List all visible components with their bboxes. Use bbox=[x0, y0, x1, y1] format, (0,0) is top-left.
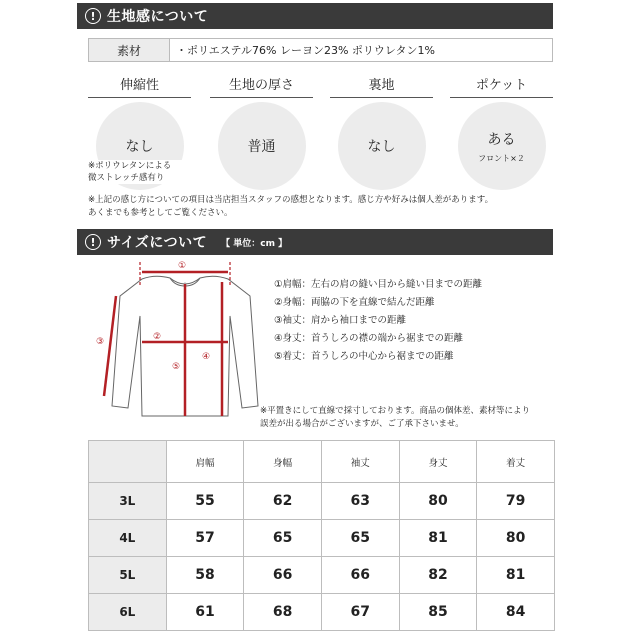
table-cell: 67 bbox=[321, 594, 399, 631]
measure-marker-5: ⑤ bbox=[172, 362, 181, 372]
measure-marker-3: ③ bbox=[96, 337, 105, 347]
property-circle bbox=[218, 102, 306, 190]
table-header-cell: 身丈 bbox=[399, 441, 477, 483]
disclaimer-line: ※上記の感じ方についての項目は当店担当スタッフの感想となります。感じ方や好みは個人差があります。 bbox=[88, 195, 494, 205]
table-cell: 58 bbox=[166, 557, 244, 594]
legend-item: ①肩幅：左右の肩の縫い目から縫い目までの距離 bbox=[274, 279, 483, 290]
property-value: なし bbox=[367, 139, 396, 155]
table-cell: 79 bbox=[477, 483, 555, 520]
table-cell: 65 bbox=[244, 520, 322, 557]
measure-marker-2: ② bbox=[153, 332, 162, 342]
table-header-cell: 着丈 bbox=[477, 441, 555, 483]
table-cell: 61 bbox=[166, 594, 244, 631]
garment-measurement-diagram bbox=[90, 256, 260, 426]
table-cell: 81 bbox=[477, 557, 555, 594]
table-cell: 68 bbox=[244, 594, 322, 631]
measurement-note-line: 誤差が出る場合がございますが、ご了承下さいませ。 bbox=[260, 418, 464, 429]
property-title: ポケット bbox=[450, 76, 553, 98]
table-header-cell: 袖丈 bbox=[321, 441, 399, 483]
measurement-note-line: ※平置きにして直線で採寸しております。商品の個体差、素材等により bbox=[260, 406, 530, 416]
table-row bbox=[89, 483, 555, 520]
fabric-disclaimer bbox=[88, 194, 558, 219]
table-cell: 66 bbox=[244, 557, 322, 594]
legend-item: ⑤着丈：首うしろの中心から裾までの距離 bbox=[274, 351, 454, 362]
measurement-legend bbox=[274, 276, 482, 366]
exclamation-icon: ! bbox=[85, 8, 101, 24]
property-title: 裏地 bbox=[330, 76, 433, 98]
property-thickness bbox=[210, 76, 313, 190]
measurement-note bbox=[260, 405, 560, 430]
property-circle bbox=[338, 102, 426, 190]
legend-item: ④身丈：首うしろの襟の端から裾までの距離 bbox=[274, 333, 464, 344]
size-label-cell: 3L bbox=[89, 483, 167, 520]
table-cell: 62 bbox=[244, 483, 322, 520]
property-circle bbox=[458, 102, 546, 190]
table-cell: 66 bbox=[321, 557, 399, 594]
size-label-cell: 4L bbox=[89, 520, 167, 557]
table-cell: 80 bbox=[477, 520, 555, 557]
stretch-note-line: ※ポリウレタンによる bbox=[88, 161, 172, 171]
size-table bbox=[88, 440, 555, 631]
fabric-section-title: 生地感について bbox=[107, 9, 209, 25]
disclaimer-line: あくまでも参考としてご覧ください。 bbox=[88, 207, 233, 218]
table-cell: 82 bbox=[399, 557, 477, 594]
exclamation-icon: ! bbox=[85, 234, 101, 250]
table-corner-cell bbox=[89, 441, 167, 483]
table-row bbox=[89, 557, 555, 594]
property-lining bbox=[330, 76, 433, 190]
table-cell: 81 bbox=[399, 520, 477, 557]
property-value: なし bbox=[125, 139, 154, 155]
property-value: ある bbox=[487, 131, 516, 148]
material-label: 素材 bbox=[89, 39, 170, 61]
material-value: ・ポリエステル76% レーヨン23% ポリウレタン1% bbox=[176, 44, 435, 57]
table-header-cell: 身幅 bbox=[244, 441, 322, 483]
stretch-note-line: 微ストレッチ感有り bbox=[88, 173, 165, 183]
property-title: 生地の厚さ bbox=[210, 76, 313, 98]
legend-item: ②身幅：両脇の下を直線で結んだ距離 bbox=[274, 297, 435, 308]
size-label-cell: 6L bbox=[89, 594, 167, 631]
size-section-title: サイズについて bbox=[107, 235, 208, 251]
table-row bbox=[89, 520, 555, 557]
table-header-row bbox=[89, 441, 555, 483]
table-cell: 63 bbox=[321, 483, 399, 520]
size-section-header bbox=[77, 229, 553, 255]
table-cell: 57 bbox=[166, 520, 244, 557]
measure-marker-1: ① bbox=[178, 261, 187, 271]
property-value: 普通 bbox=[247, 139, 276, 155]
table-cell: 55 bbox=[166, 483, 244, 520]
property-pocket bbox=[450, 76, 553, 190]
table-cell: 65 bbox=[321, 520, 399, 557]
fabric-section-header bbox=[77, 3, 553, 29]
table-cell: 85 bbox=[399, 594, 477, 631]
table-cell: 80 bbox=[399, 483, 477, 520]
property-title: 伸縮性 bbox=[88, 76, 191, 98]
material-row bbox=[88, 38, 553, 62]
stretch-note bbox=[88, 160, 198, 184]
legend-item: ③袖丈：肩から袖口までの距離 bbox=[274, 315, 407, 326]
size-label-cell: 5L bbox=[89, 557, 167, 594]
property-sub: フロント×２ bbox=[478, 153, 525, 163]
table-header-cell: 肩幅 bbox=[166, 441, 244, 483]
size-unit: 【 単位：cm 】 bbox=[221, 238, 288, 249]
table-cell: 84 bbox=[477, 594, 555, 631]
measure-marker-4: ④ bbox=[202, 352, 211, 362]
table-row bbox=[89, 594, 555, 631]
